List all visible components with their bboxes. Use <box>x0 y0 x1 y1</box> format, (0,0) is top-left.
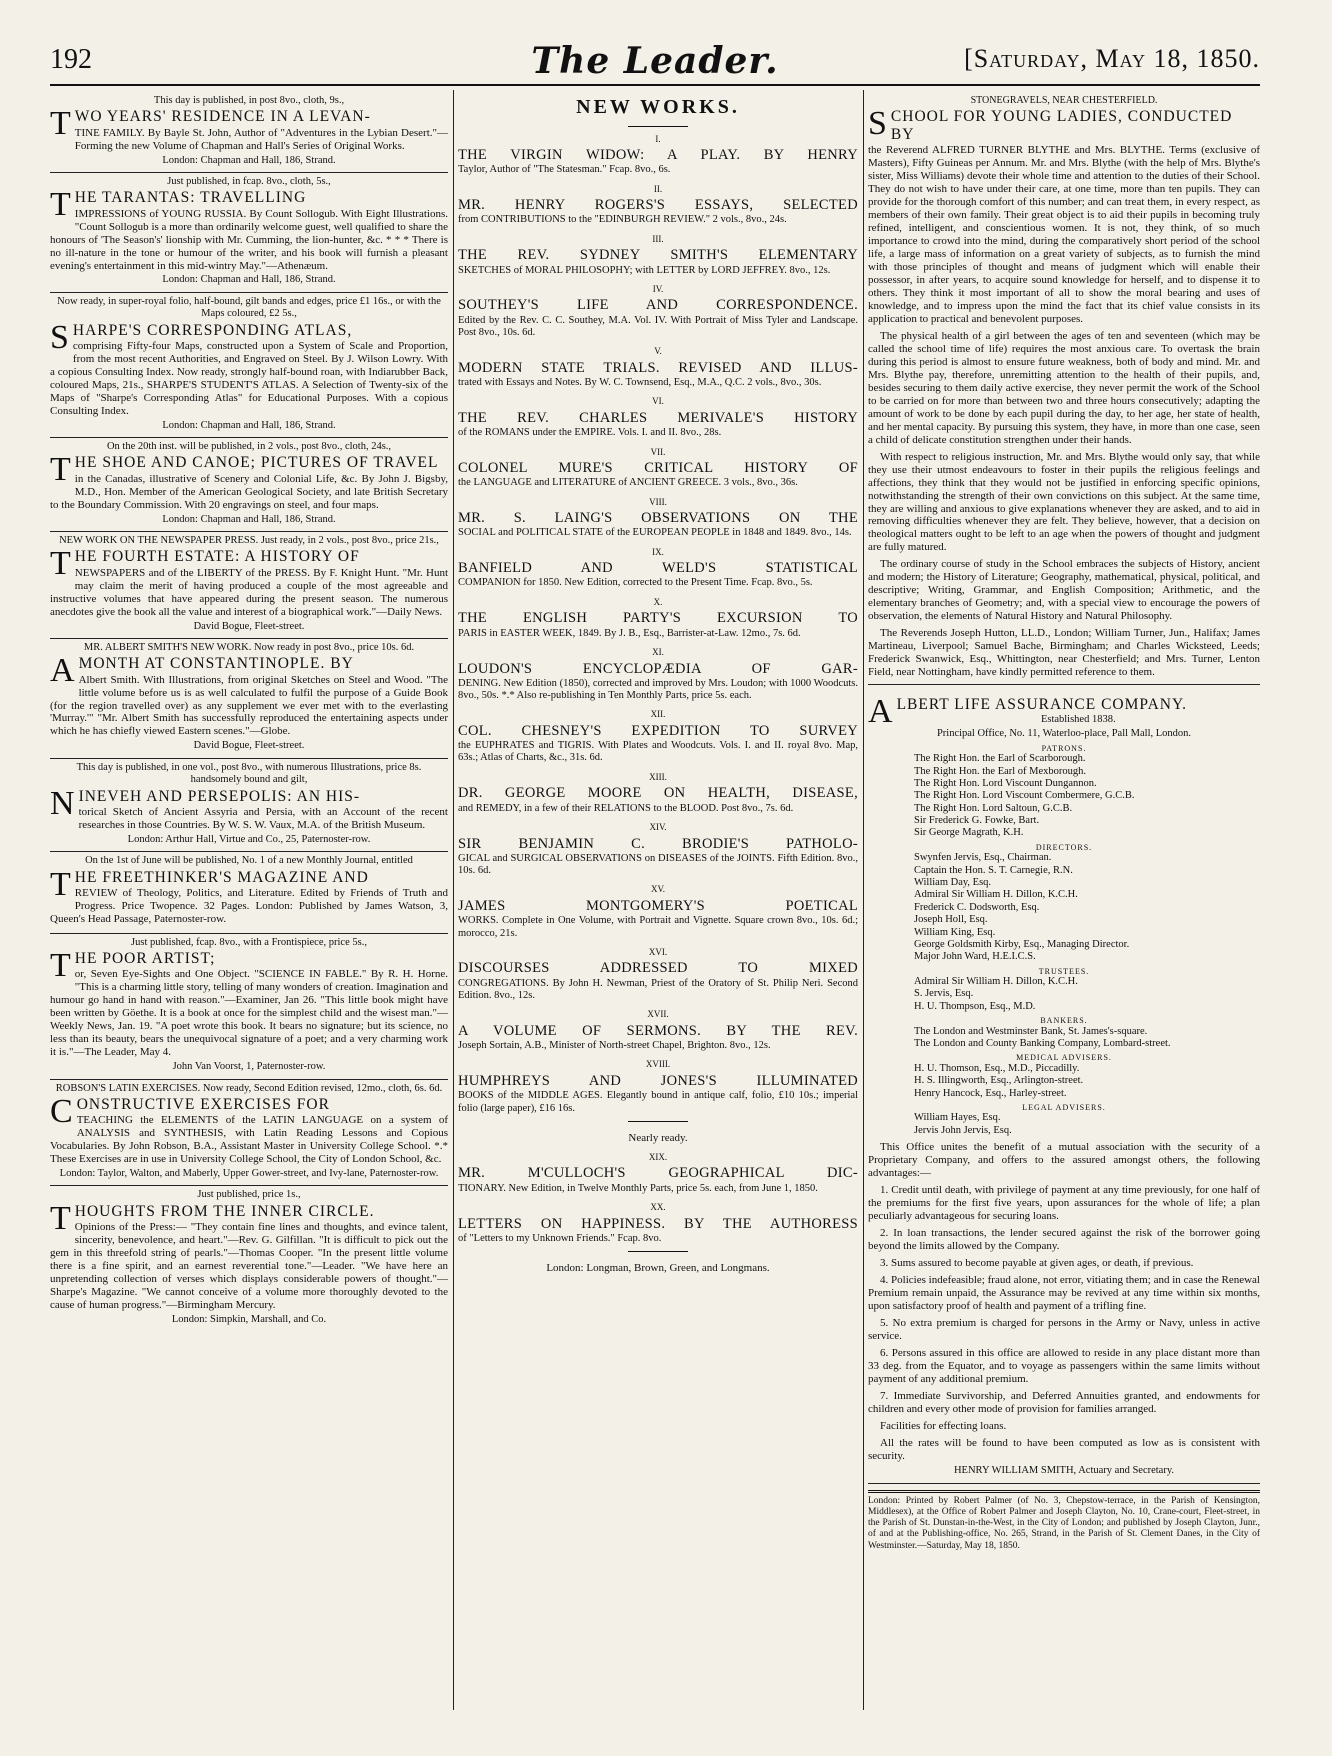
work-number: I. <box>655 133 661 144</box>
ad-notice: This day is published, in one vol., post 8vo., with numerous Illustrations, price 8s. handsomely bound and gilt, <box>76 761 422 786</box>
ad-publisher: London: Chapman and Hall, 186, Strand. <box>162 274 336 286</box>
ad-headline <box>50 545 448 583</box>
drop-cap: T <box>50 545 72 583</box>
ad-publisher: John Van Voorst, 1, Paternoster-row. <box>172 1061 326 1073</box>
ad-body: TEACHING the ELEMENTS of the LATIN LANGUAGE on a system of ANALYSIS and SYNTHESIS, with Latin Reading Lessons and Copious Vocabularies. By John Robson, B.A., Assistant Master in University College School. *.* These Exercises are in use in University College School, the City of London School, &c. <box>50 1114 448 1166</box>
drop-cap: S <box>50 318 70 356</box>
printer-imprint: London: Printed by Robert Palmer (of No. 3, Chepstow-terrace, in the Parish of Kensington, Middlesex), at the Office of Robert Palmer and Joseph Clayton, No. 10, Crane-court, Fleet-street, in the Parish of St. Dunstan-in-the-West, in the City of London; and published by Joseph Clayton, Junr., of and at the Publishing-office, No. 265, Strand, in the Parish of St. Clement Danes, in the City of Westminster.—Saturday, May 18, 1850. <box>868 1490 1260 1552</box>
person-line: The London and Westminster Bank, St. James's-square. <box>914 1025 1148 1037</box>
advertisement <box>50 934 448 1080</box>
drop-cap: S <box>868 104 888 142</box>
ad-body: IMPRESSIONS of YOUNG RUSSIA. By Count Sollogub. With Eight Illustrations. "Count Sollogub is a more than ordinarily welcome guest, well qualified to share the honours of 'The Season's' lionship with Mr. Cumming, the lion-hunter, &c. * * * There is no ill-nature in the tone or humour of the writer, and his book will furnish a pleasant evening's entertainment in this mid-wintry May."—Athenæum. <box>50 207 448 272</box>
person-line: Frederick C. Dodsworth, Esq. <box>914 901 1040 913</box>
work-entry <box>458 547 858 590</box>
work-entry <box>458 1152 858 1195</box>
ad-notice: On the 20th inst. will be published, in 2 vols., post 8vo., cloth, 24s., <box>106 441 392 453</box>
work-number: IV. <box>652 283 664 294</box>
ad-headline <box>50 451 448 489</box>
terms-paragraph: 1. Credit until death, with privilege of payment at any time previously, for one half of the premiums for the first five years, upon assurances for the whole of life; a plan peculiarly advantageous for securing loans. <box>868 1184 1260 1222</box>
advertisement <box>50 639 448 759</box>
advertisement <box>50 1080 448 1187</box>
work-entry <box>458 346 858 389</box>
terms-paragraph: 6. Persons assured in this office are allowed to reside in any place distant more than 33 deg. from the Equator, and to voyage as passengers within the same limits without payment of any additional premium. <box>868 1346 1260 1385</box>
work-description: DENING. New Edition (1850), corrected and improved by Mrs. Loudon; with 1000 Woodcuts. 8vo., 50s. *.* Also re-publishing in Ten Monthly Parts, price 5s. each. <box>458 677 858 701</box>
work-title: THE ENGLISH PARTY'S EXCURSION TO <box>458 610 858 627</box>
ad-headline <box>50 865 448 903</box>
drop-cap: T <box>50 865 72 903</box>
page-number: 192 <box>50 44 92 75</box>
work-title: MR. M'CULLOCH'S GEOGRAPHICAL DIC- <box>458 1165 858 1182</box>
established-line: Established 1838. <box>1040 714 1116 726</box>
work-description: SKETCHES of MORAL PHILOSOPHY; with LETTER by LORD JEFFREY. 8vo., 12s. <box>458 264 831 276</box>
terms-paragraph: Facilities for effecting loans. <box>880 1419 1007 1432</box>
person-line: Jervis John Jervis, Esq. <box>914 1124 1012 1136</box>
terms-paragraph: All the rates will be found to have been computed as low as is consistent with security. <box>868 1436 1260 1462</box>
work-number: XVI. <box>648 946 668 957</box>
school-paragraph: With respect to religious instruction, Mr. and Mrs. Blythe would only say, that while they use their utmost endeavours to foster in their pupils the religious feelings and affections, they think that they would not be justified in enforcing specific opinions, notwithstanding the strength of their own convictions on this subject. At the same time, they are willing and anxious to give explanations whenever they are asked, and to aid in removing difficulties whenever they are felt. They believe, however, that a decision on theological matters ought to be left to an age when the powers of thought and judgment are fully matured. <box>868 450 1260 554</box>
terms-paragraph: 4. Policies indefeasible; fraud alone, not error, vitiating them; and in case the Renewal Premium remain unpaid, the Assurance may be revived at any time within six months, upon satisfactory proof of health and payment of a trifling fine. <box>868 1273 1260 1312</box>
school-location: STONEGRAVELS, NEAR CHESTERFIELD. <box>970 95 1158 106</box>
person-line: Joseph Holl, Esq. <box>914 914 988 926</box>
person-line: Swynfen Jervis, Esq., Chairman. <box>914 852 1052 864</box>
school-advertisement <box>868 92 1260 685</box>
work-number: VIII. <box>649 496 667 507</box>
work-description: Joseph Sortain, A.B., Minister of North-street Chapel, Brighton. 8vo., 12s. <box>458 1040 771 1052</box>
ad-body: REVIEW of Theology, Politics, and Literature. Edited by Friends of Truth and Progress. Price Twopence. 32 Pages. London: Published by James Watson, 3, Queen's Head Passage, Paternoster-row. <box>50 886 448 925</box>
ad-publisher: London: Arthur Hall, Virtue and Co., 25, Paternoster-row. <box>127 833 371 845</box>
ad-body: TINE FAMILY. By Bayle St. John, Author of "Adventures in the Lybian Desert."—Forming the new Volume of Chapman and Hall's Series of Original Works. <box>74 126 448 152</box>
terms-paragraph: 3. Sums assured to become payable at given ages, or death, if previous. <box>880 1256 1194 1269</box>
ad-publisher: London: Chapman and Hall, 186, Strand. <box>162 154 336 166</box>
ad-publisher: London: Simpkin, Marshall, and Co. <box>171 1313 327 1325</box>
role-heading: LEGAL ADVISERS. <box>1022 1102 1106 1112</box>
work-entry <box>458 709 858 764</box>
work-entry <box>458 947 858 1002</box>
ad-notice: Just published, in fcap. 8vo., cloth, 5s., <box>167 175 331 187</box>
drop-cap: A <box>868 693 894 731</box>
role-heading: DIRECTORS. <box>1035 842 1093 852</box>
person-line: Major John Ward, H.E.I.C.S. <box>914 951 1036 963</box>
advertisement <box>50 1186 448 1331</box>
ad-body: torical Sketch of Ancient Assyria and Persia, with an Account of the recent researches in those Countries. By W. S. W. Vaux, M.A. of the British Museum. <box>78 805 448 831</box>
page-header <box>50 40 1260 84</box>
school-paragraph: The Reverends Joseph Hutton, LL.D., London; William Turner, Jun., Halifax; James Martineau, Liverpool; Samuel Bache, Birmingham; and Charles Wicksteed, Leeds; Frederick Swanwick, Esq., Whittington, near Chesterfield; and Mrs. Turner, Lenton Field, near Nottingham, have kindly permitted reference to them. <box>868 627 1260 679</box>
ad-headline-text: CHOOL FOR YOUNG LADIES, CONDUCTED BY <box>890 107 1233 144</box>
person-line: The Right Hon. the Earl of Scarborough. <box>914 753 1086 765</box>
work-description: of the ROMANS under the EMPIRE. Vols. I. and II. 8vo., 28s. <box>458 427 722 439</box>
terms-paragraph: This Office unites the benefit of a mutual association with the security of a Proprietary Company, and offers to the assured amongst others, the following advantages:— <box>868 1141 1260 1180</box>
work-entry <box>458 1059 858 1114</box>
ad-publisher: David Bogue, Fleet-street. <box>193 740 305 752</box>
person-line: William Day, Esq. <box>914 877 992 889</box>
work-entry <box>458 884 858 939</box>
person-line: H. S. Illingworth, Esq., Arlington-street. <box>914 1075 1084 1087</box>
role-heading: MEDICAL ADVISERS. <box>1016 1053 1112 1063</box>
person-line: S. Jervis, Esq. <box>914 988 974 1000</box>
ad-headline-text: ONSTRUCTIVE EXERCISES FOR <box>76 1095 330 1113</box>
work-number: XI. <box>652 646 664 657</box>
ad-headline-text: INEVEH AND PERSEPOLIS: AN HIS- <box>78 787 361 805</box>
ad-headline <box>50 947 448 985</box>
advertisement <box>50 92 448 173</box>
drop-cap: C <box>50 1092 74 1130</box>
work-number: XIII. <box>649 771 667 782</box>
column-advertisements <box>50 92 448 1712</box>
work-entry <box>458 1009 858 1052</box>
drop-cap: T <box>50 947 72 985</box>
work-title: HUMPHREYS AND JONES'S ILLUMINATED <box>458 1073 858 1090</box>
column-divider <box>453 90 454 1710</box>
terms-paragraph: 5. No extra premium is charged for persons in the Army or Navy, unless in active service. <box>868 1316 1260 1342</box>
person-line: The Right Hon. the Earl of Mexborough. <box>914 765 1087 777</box>
ad-headline-text: HE FREETHINKER'S MAGAZINE AND <box>74 868 369 886</box>
ad-headline <box>50 1092 448 1130</box>
work-description: SOCIAL and POLITICAL STATE of the EUROPEAN PEOPLE in 1848 and 1849. 8vo., 14s. <box>458 527 852 539</box>
advertisement <box>50 759 448 852</box>
work-description: WORKS. Complete in One Volume, with Portrait and Vignette. Square crown 8vo., 10s. 6d.; morocco, 21s. <box>458 915 858 939</box>
person-line: Admiral Sir William H. Dillon, K.C.H. <box>914 976 1078 988</box>
work-number: XII. <box>650 709 666 720</box>
column-new-works <box>458 92 858 1712</box>
short-rule <box>628 1121 688 1122</box>
person-line: George Goldsmith Kirby, Esq., Managing Director. <box>914 938 1130 950</box>
work-title: THE VIRGIN WIDOW: A PLAY. BY HENRY <box>458 147 858 164</box>
work-title: MODERN STATE TRIALS. REVISED AND ILLUS- <box>458 359 858 376</box>
nearly-ready-label: Nearly ready. <box>628 1131 688 1144</box>
work-description: Taylor, Author of "The Statesman." Fcap. 8vo., 6s. <box>458 164 671 176</box>
work-title: COLONEL MURE'S CRITICAL HISTORY OF <box>458 460 858 477</box>
secretary-signature: HENRY WILLIAM SMITH, Actuary and Secretary. <box>953 1465 1175 1477</box>
work-entry <box>458 822 858 877</box>
work-number: VII. <box>650 446 666 457</box>
work-title: BANFIELD AND WELD'S STATISTICAL <box>458 560 858 577</box>
work-entry <box>458 184 858 227</box>
ad-body: Albert Smith. With Illustrations, from original Sketches on Steel and Wood. "The little volume before us is as well calculated to fulfil the purpose of a Guide Book (for the region travelled over) as any supplement we ever met with to the everlasting 'Murray.'" "Mr. Albert Smith has successfully reproduced the entertaining aspects under which he has chiefly viewed Eastern scenes."—Globe. <box>50 673 448 738</box>
person-line: William King, Esq. <box>914 926 996 938</box>
work-entry <box>458 396 858 439</box>
work-title: COL. CHESNEY'S EXPEDITION TO SURVEY <box>458 722 858 739</box>
work-entry <box>458 447 858 490</box>
work-title: JAMES MONTGOMERY'S POETICAL <box>458 898 858 915</box>
work-description: TIONARY. New Edition, in Twelve Monthly Parts, price 5s. each, from June 1, 1850. <box>458 1182 818 1194</box>
ad-notice: On the 1st of June will be published, No. 1 of a new Monthly Journal, entitled <box>85 855 413 867</box>
work-entry <box>458 134 858 177</box>
work-number: IX. <box>652 546 664 557</box>
terms-paragraph: 2. In loan transactions, the lender secured against the risk of the borrower going beyond the limits allowed by the Company. <box>868 1226 1260 1252</box>
ad-notice: MR. ALBERT SMITH'S NEW WORK. Now ready in post 8vo., price 10s. 6d. <box>83 641 415 653</box>
work-title: SOUTHEY'S LIFE AND CORRESPONDENCE. <box>458 297 858 314</box>
work-title: THE REV. SYDNEY SMITH'S ELEMENTARY <box>458 247 858 264</box>
column-divider <box>863 90 864 1710</box>
drop-cap: T <box>50 1199 72 1237</box>
advertisement <box>50 852 448 934</box>
work-title: MR. S. LAING'S OBSERVATIONS ON THE <box>458 510 858 527</box>
person-line: Admiral Sir William H. Dillon, K.C.H. <box>914 889 1078 901</box>
ad-headline <box>50 1199 448 1237</box>
work-entry <box>458 497 858 540</box>
ad-headline-text: HE SHOE AND CANOE; PICTURES OF TRAVEL <box>74 454 439 472</box>
terms-paragraph: 7. Immediate Survivorship, and Deferred Annuities granted, and endowments for children and every other mode of provision for families arranged. <box>868 1389 1260 1415</box>
work-number: V. <box>654 346 662 357</box>
header-rule <box>50 84 1260 86</box>
work-entry <box>458 1202 858 1245</box>
work-number: XX. <box>650 1201 666 1212</box>
person-line: Sir Frederick G. Fowke, Bart. <box>914 815 1040 827</box>
work-title: DISCOURSES ADDRESSED TO MIXED <box>458 960 858 977</box>
school-paragraph: The ordinary course of study in the School embraces the subjects of History, ancient and modern; the History of Literature; Geography, mathematical, physical, political, and descriptive; Writing, Grammar, and English Composition; Arithmetic, and the elementary branches of Geometry; and, with a special view to encourage the powers of observation, the elements of Natural History and Natural Philosophy. <box>868 558 1260 623</box>
person-line: Henry Hancock, Esq., Harley-street. <box>914 1087 1067 1099</box>
work-title: THE REV. CHARLES MERIVALE'S HISTORY <box>458 410 858 427</box>
work-number: XV. <box>650 884 666 895</box>
ad-body: or, Seven Eye-Sights and One Object. "SCIENCE IN FABLE." By R. H. Horne. "This is a charming little story, telling of many wonders of creation. Imagination and humour go hand in hand with reason."—Examiner, Jan 26. "This little book might have been written by Göethe. It is a book at once for the simplest child and the wisest man."—Weekly News, Jan. 19. "A poet wrote this book. It bears no signature; but its science, no less than its beauty, bears the unequivocal signature of a poet; and a very charming work it is."—The Leader, May 4. <box>50 968 448 1059</box>
ad-headline-text: HE POOR ARTIST; <box>74 950 216 968</box>
ad-headline-text: WO YEARS' RESIDENCE IN A LEVAN- <box>74 108 371 126</box>
ad-notice: This day is published, in post 8vo., cloth, 9s., <box>153 95 345 106</box>
school-paragraph: The physical health of a girl between the ages of ten and seventeen (which may be called the school time of life) requires the most anxious care. To overtask the brain during this period is almost to ensure future weakness, both of body and mind. Mr. and Mrs. Blythe pay, therefore, unremitting attention to the health of their pupils, and, besides securing to them daily active exercise, they never permit the work of the School to be carried on for more than between two and three hours consecutively; adapting the amount of work to be done by each pupil during the day, to her age, her state of health, and her mental capacity. By pursuing this system, they have, in more than one case, seen a child of delicate constitution strengthen under their hands. <box>868 329 1260 446</box>
drop-cap: A <box>50 652 76 690</box>
principal-office: Principal Office, No. 11, Waterloo-place, Pall Mall, London. <box>936 728 1192 740</box>
ad-publisher: London: Taylor, Walton, and Maberly, Upper Gower-street, and Ivy-lane, Paternoster-row. <box>59 1168 439 1180</box>
work-title: SIR BENJAMIN C. BRODIE'S PATHOLO- <box>458 835 858 852</box>
work-title: LOUDON'S ENCYCLOPÆDIA OF GAR- <box>458 660 858 677</box>
ad-notice: Just published, fcap. 8vo., with a Frontispiece, price 5s., <box>131 936 367 948</box>
ad-headline-text: MONTH AT CONSTANTINOPLE. BY <box>78 655 354 673</box>
ad-body: NEWSPAPERS and of the LIBERTY of the PRESS. By F. Knight Hunt. "Mr. Hunt may claim the merit of having produced a couple of the most agreeable and instructive volumes that have appeared during the present season. The numerous anecdotes give the book all the value and interest of a biographical work."—Daily News. <box>50 566 448 618</box>
work-description: trated with Essays and Notes. By W. C. Townsend, Esq., M.A., Q.C. 2 vols., 8vo., 30s. <box>458 377 822 389</box>
ad-headline <box>50 186 448 224</box>
person-line: The Right Hon. Lord Saltoun, G.C.B. <box>914 802 1073 814</box>
short-rule <box>628 126 688 127</box>
work-number: X. <box>653 596 663 607</box>
work-description: of "Letters to my Unknown Friends." Fcap. 8vo. <box>458 1232 662 1244</box>
advertisement <box>50 438 448 532</box>
person-line: H. U. Thomson, Esq., M.D., Piccadilly. <box>914 1062 1080 1074</box>
ad-headline <box>50 318 448 356</box>
work-description: and REMEDY, in a few of their RELATIONS to the BLOOD. Post 8vo., 7s. 6d. <box>458 802 794 814</box>
person-line: The London and County Banking Company, Lombard-street. <box>914 1038 1171 1050</box>
ad-headline-text: HE FOURTH ESTATE: A HISTORY OF <box>74 548 360 566</box>
drop-cap: T <box>50 105 72 143</box>
ad-headline-text: HARPE'S CORRESPONDING ATLAS, <box>72 321 353 339</box>
work-description: CONGREGATIONS. By John H. Newman, Priest of the Oratory of St. Philip Neri. Second Edition. 8vo., 12s. <box>458 977 858 1001</box>
advertisement <box>50 293 448 438</box>
section-title: NEW WORKS. <box>576 96 740 118</box>
advertisement <box>50 532 448 639</box>
ad-body: Opinions of the Press:— "They contain fine lines and thoughts, and evince talent, sincerity, benevolence, and heart."—Rev. G. Gilfillan. "It is difficult to pick out the gem in this threefold string of pearls."—Thomas Cooper. "In the present little volume there is a fine spirit, and an earnest reverential tone."—Leader. "We have here an unpretending collection of verses which displays considerable powers of thought."—Sharpe's Magazine. "We cannot conceive of a volume more thoroughly devoted to the cause of human progress."—Birmingham Mercury. <box>50 1221 448 1311</box>
person-line: The Right Hon. Lord Viscount Dungannon. <box>914 777 1097 789</box>
work-description: COMPANION for 1850. New Edition, corrected to the Present Time. Fcap. 8vo., 5s. <box>458 577 813 589</box>
person-line: The Right Hon. Lord Viscount Combermere, G.C.B. <box>914 790 1135 802</box>
work-title: MR. HENRY ROGERS'S ESSAYS, SELECTED <box>458 197 858 214</box>
work-entry <box>458 772 858 815</box>
ad-headline-text: HOUGHTS FROM THE INNER CIRCLE. <box>74 1202 375 1220</box>
work-description: BOOKS of the MIDDLE AGES. Elegantly bound in antique calf, folio, £10 10s.; imperial folio (large paper), £16 16s. <box>458 1090 858 1114</box>
drop-cap: T <box>50 186 72 224</box>
work-description: GICAL and SURGICAL OBSERVATIONS on DISEASES of the JOINTS. Fifth Edition. 8vo., 10s. 6d. <box>458 852 858 877</box>
drop-cap: T <box>50 451 72 489</box>
publisher-footer: London: Longman, Brown, Green, and Longmans. <box>546 1262 770 1275</box>
ad-headline-text: HE TARANTAS: TRAVELLING <box>74 189 307 207</box>
work-number: II. <box>653 183 663 194</box>
work-number: XVIII. <box>645 1059 671 1070</box>
person-line: Sir George Magrath, K.H. <box>914 827 1024 839</box>
ad-body: in the Canadas, illustrative of Scenery and Colonial Life, &c. By John J. Bigsby, M.D., Hon. Member of the American Geological Society, and late British Secretary to the Boundary Commission. With 20 engravings on steel, and four maps. <box>50 472 448 511</box>
work-number: XIV. <box>649 821 667 832</box>
work-description: from CONTRIBUTIONS to the "EDINBURGH REVIEW." 2 vols., 8vo., 24s. <box>458 214 787 226</box>
work-description: Edited by the Rev. C. C. Southey, M.A. Vol. IV. With Portrait of Miss Tyler and Landscape. Post 8vo., 10s. 6d. <box>458 314 858 338</box>
work-entry <box>458 234 858 277</box>
masthead: The Leader. <box>531 40 779 82</box>
work-title: A VOLUME OF SERMONS. BY THE REV. <box>458 1022 858 1039</box>
ad-headline <box>868 104 1260 145</box>
work-entry <box>458 597 858 640</box>
role-heading: BANKERS. <box>1040 1016 1088 1026</box>
person-line: Captain the Hon. S. T. Carnegie, R.N. <box>914 864 1073 876</box>
issue-date: [Saturday, May 18, 1850. <box>964 44 1260 73</box>
work-entry <box>458 647 858 702</box>
ad-notice: Now ready, in super-royal folio, half-bound, gilt bands and edges, price £1 16s., or with the Maps coloured, £2 5s., <box>57 295 441 320</box>
work-number: III. <box>652 233 664 244</box>
work-entry <box>458 284 858 339</box>
drop-cap: N <box>50 784 76 822</box>
person-line: William Hayes, Esq. <box>914 1112 1001 1124</box>
advertisement <box>50 173 448 293</box>
ad-notice: NEW WORK ON THE NEWSPAPER PRESS. Just ready, in 2 vols., post 8vo., price 21s., <box>59 535 439 546</box>
work-title: DR. GEORGE MOORE ON HEALTH, DISEASE, <box>458 785 858 802</box>
ad-body: comprising Fifty-four Maps, constructed upon a System of Scale and Proportion, from the most recent Authorities, and Engraved on Steel. By J. Wilson Lowry. With a copious Consulting Index. Now ready, strongly half-bound roan, with Indiarubber Back, coloured Maps, 21s., SHARPE'S STUDENT'S ATLAS. A Selection of Twenty-six of the Maps of "Sharpe's Corresponding Atlas" for Educational Purposes. With a copious Consulting Index. <box>50 339 448 417</box>
ad-notice: Just published, price 1s., <box>197 1189 301 1201</box>
work-title: LETTERS ON HAPPINESS. BY THE AUTHORESS <box>458 1215 858 1232</box>
ad-publisher: London: Chapman and Hall, 186, Strand. <box>162 513 336 525</box>
ad-headline-text: LBERT LIFE ASSURANCE COMPANY. <box>896 696 1188 714</box>
work-description: PARIS in EASTER WEEK, 1849. By J. B., Esq., Barrister-at-Law. 12mo., 7s. 6d. <box>458 627 801 639</box>
work-number: VI. <box>652 396 664 407</box>
column-notices <box>868 92 1260 1712</box>
work-description: the EUPHRATES and TIGRIS. With Plates and Woodcuts. Vols. I. and II. royal 8vo. Map, 63s.; Atlas of Charts, &c., 31s. 6d. <box>458 740 858 764</box>
work-number: XIX. <box>648 1151 668 1162</box>
ad-publisher: David Bogue, Fleet-street. <box>193 620 305 632</box>
insurance-advertisement <box>868 685 1260 1484</box>
short-rule <box>628 1251 688 1252</box>
ad-headline <box>50 652 448 690</box>
work-number: XVII. <box>647 1009 669 1020</box>
role-heading: PATRONS. <box>1041 743 1087 753</box>
person-line: H. U. Thompson, Esq., M.D. <box>914 1000 1036 1012</box>
work-description: the LANGUAGE and LITERATURE of ANCIENT GREECE. 3 vols., 8vo., 36s. <box>458 477 798 489</box>
school-paragraph: the Reverend ALFRED TURNER BLYTHE and Mrs. BLYTHE. Terms (exclusive of Masters), Fifty Guineas per Annum. Mr. and Mrs. Blythe (with the help of Mrs. Blythe's sister, Miss Williams) devote their whole time and attention to the duties of their School. They do not wish to have under their care, at one time, more than ten pupils. They can provide for the thorough comfort of this number; and can treat them, in every respect, as members of their own family. Their great object is to aid their pupils in becoming truly refined, intelligent, and conscientious women. It is not, they think, of so much importance to crowd into the mind, during the comparatively short period of the school life, a large mass of information on a great variety of subjects, as to furnish the mind with those principles of thought and means of judgment which will enable their possessor, in after years, to acquire sound knowledge for herself, and to dispense it to others. They think it most important of all to show the moral bearing and uses of knowledge, and to impress upon the mind the fact that its chief value consists in its application to practical and benevolent purposes. <box>868 144 1260 325</box>
role-heading: TRUSTEES. <box>1038 966 1090 976</box>
ad-notice: ROBSON'S LATIN EXERCISES. Now ready, Second Edition revised, 12mo., cloth, 6s. 6d. <box>55 1082 443 1094</box>
ad-publisher: London: Chapman and Hall, 186, Strand. <box>162 419 336 431</box>
